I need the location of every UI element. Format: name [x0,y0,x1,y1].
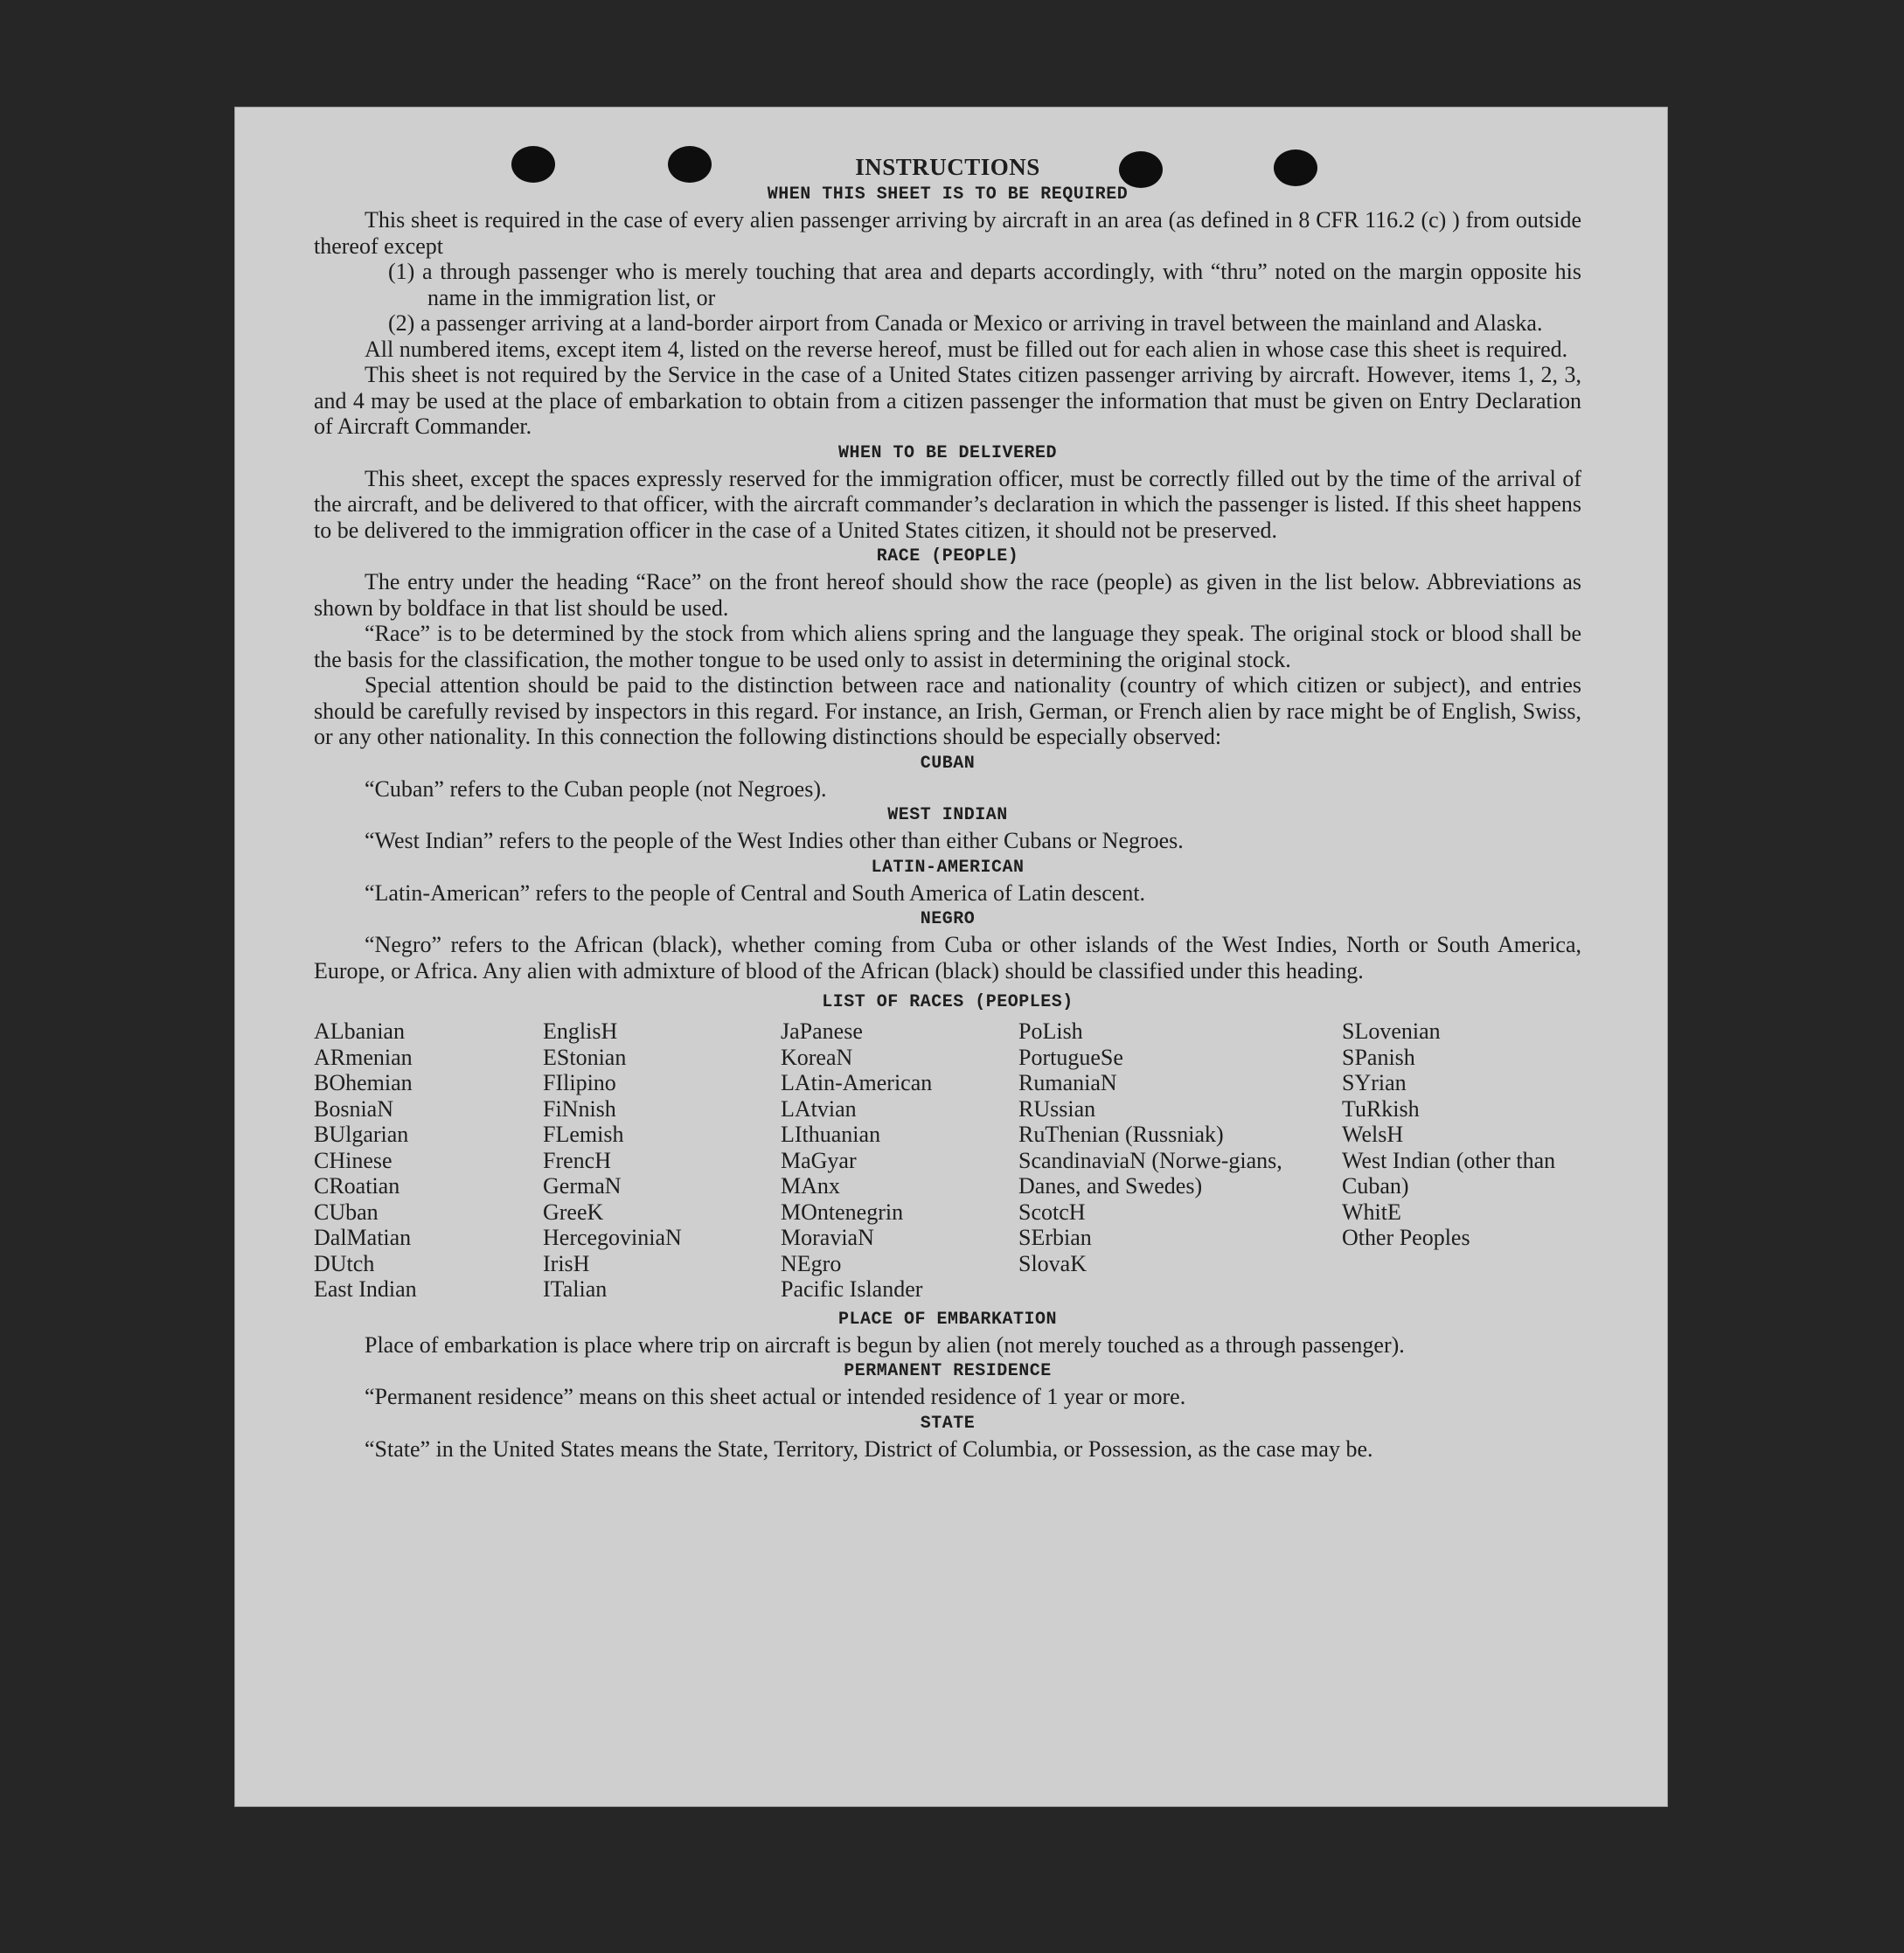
race-item: RumaniaN [1018,1070,1117,1095]
section-heading-embarkation: PLACE OF EMBARKATION [837,1309,1058,1330]
race-item: SlovaK [1018,1250,1087,1276]
race-item: FiNnish [543,1095,616,1122]
race-item: KoreaN [781,1044,853,1070]
race-item: Pacific Islander [781,1276,923,1302]
section-heading-required: WHEN THIS SHEET IS TO BE REQUIRED [767,184,1129,205]
paragraph: “West Indian” refers to the people of the West Indies other than either Cubans or Negroes. [365,828,1184,853]
race-column [543,1018,781,1303]
race-item: FIlipino [543,1070,616,1095]
paragraph: “Negro” refers to the African (black), whether coming from Cuba or other islands of the West Indies, North or South America, Europe, or Africa. Any alien with admixture of blood of the African (black) should be classified under this heading. [314,932,1581,983]
section-heading-negro: NEGRO [920,909,976,929]
paragraph: This sheet, except the spaces expressly reserved for the immigration officer, must be correctly filled out by the time of the arrival of the aircraft, and be delivered to that officer, with the aircraft commander’s declaration in which the passenger is listed. If this sheet happens to be delivered to the immigration officer in the case of a United States citizen, it should not be preserved. [314,465,1581,543]
race-item: ScandinaviaN (Norwe-gians, Danes, and Swedes) [1018,1147,1282,1199]
race-item: SYrian [1342,1070,1407,1095]
race-item: SErbian [1018,1225,1092,1250]
race-item: FLemish [543,1122,624,1147]
race-item: BUlgarian [314,1122,409,1147]
race-item: LAtin-American [781,1070,933,1095]
race-item: GreeK [543,1199,604,1225]
section-heading-west-indian: WEST INDIAN [887,805,1008,825]
race-item: PortugueSe [1018,1044,1123,1070]
section-heading-list-of-races: LIST OF RACES (PEOPLES) [822,992,1074,1012]
race-item: JaPanese [781,1018,863,1044]
race-item: SPanish [1342,1044,1415,1070]
section-heading-latin-american: LATIN-AMERICAN [871,857,1025,878]
document-sheet [234,107,1668,1807]
race-column [1018,1018,1342,1303]
section-heading-delivered: WHEN TO BE DELIVERED [837,442,1058,463]
race-column [1342,1018,1578,1303]
race-column [781,1018,1018,1303]
race-item: MaGyar [781,1147,857,1173]
race-item: CUban [314,1199,379,1225]
race-item: MOntenegrin [781,1199,904,1225]
race-item: MAnx [781,1173,840,1199]
paragraph: All numbered items, except item 4, listed on the reverse hereof, must be filled out for each alien in whose case this sheet is required. [365,336,1568,362]
race-item: EStonian [543,1044,627,1070]
race-item: WhitE [1342,1199,1401,1225]
race-item: RuThenian (Russniak) [1018,1122,1224,1147]
race-item: FrencH [543,1147,611,1173]
race-item: LIthuanian [781,1122,881,1147]
paragraph: “Permanent residence” means on this sheet actual or intended residence of 1 year or more. [365,1384,1186,1409]
paragraph: This sheet is not required by the Service in the case of a United States citizen passenger arriving by aircraft. However, items 1, 2, 3, and 4 may be used at the place of embarkation to obtain from a citizen passenger the information that must be given on Entry Declaration of Aircraft Commander. [314,362,1581,439]
race-item: ARmenian [314,1044,413,1070]
race-item: IrisH [543,1250,590,1276]
race-item: BOhemian [314,1070,413,1095]
race-item: DUtch [314,1250,375,1276]
list-item: (2) a passenger arriving at a land-border airport from Canada or Mexico or arriving in travel between the mainland and Alaska. [388,310,1543,336]
race-item: BosniaN [314,1095,393,1122]
race-item: GermaN [543,1173,622,1199]
paragraph: “Race” is to be determined by the stock from which aliens spring and the language they speak. The original stock or blood shall be the basis for the classification, the mother tongue to be used only to assist in determining the original stock. [314,621,1581,672]
race-item: MoraviaN [781,1225,874,1250]
race-item: PoLish [1018,1018,1083,1044]
race-item: CHinese [314,1147,393,1173]
list-item: (1) a through passenger who is merely touching that area and departs accordingly, with “thru” noted on the margin opposite his name in the immigration list, or [388,259,1581,310]
paragraph: “Cuban” refers to the Cuban people (not Negroes). [365,775,827,802]
race-item: ALbanian [314,1018,405,1044]
paragraph: “State” in the United States means the State, Territory, District of Columbia, or Possession, as the case may be. [365,1435,1373,1462]
section-heading-residence: PERMANENT RESIDENCE [844,1361,1052,1381]
race-item: RUssian [1018,1095,1096,1122]
page-title: INSTRUCTIONS [855,154,1040,180]
race-item: DalMatian [314,1225,412,1250]
paragraph: Special attention should be paid to the distinction between race and nationality (country of which citizen or subject), and entries should be carefully revised by inspectors in this regard. For instance, an Irish, German, or French alien by race might be of English, Swiss, or any other nationality. In this connection the following distinctions should be especially observed: [314,672,1581,749]
race-item: ScotcH [1018,1199,1086,1225]
paragraph: “Latin-American” refers to the people of Central and South America of Latin descent. [365,879,1146,906]
race-item: EnglisH [543,1018,618,1044]
instructions-content [314,153,1581,1462]
race-item: LAtvian [781,1095,857,1122]
race-item: West Indian (other than Cuban) [1342,1147,1556,1199]
race-item: Other Peoples [1342,1225,1470,1250]
paragraph: This sheet is required in the case of every alien passenger arriving by aircraft in an area (as defined in 8 CFR 116.2 (c) ) from outside thereof except [314,207,1581,259]
race-item: East Indian [314,1276,417,1302]
race-column [314,1018,543,1303]
paragraph: Place of embarkation is place where trip on aircraft is begun by alien (not merely touched as a through passenger). [365,1331,1405,1358]
race-item: ITalian [543,1276,608,1302]
section-heading-cuban: CUBAN [920,753,976,774]
race-item: WelsH [1342,1122,1404,1147]
paragraph: The entry under the heading “Race” on the front hereof should show the race (people) as given in the list below. Abbreviations as shown by boldface in that list should be used. [314,569,1581,621]
race-list [314,1018,1581,1303]
section-heading-race: RACE (PEOPLE) [876,546,1019,566]
race-item: CRoatian [314,1173,400,1199]
race-item: HercegovinіaN [543,1225,682,1250]
race-item: TuRkish [1342,1095,1420,1122]
race-item: SLovenian [1342,1018,1441,1044]
section-heading-state: STATE [920,1413,976,1434]
race-item: NEgro [781,1250,842,1276]
